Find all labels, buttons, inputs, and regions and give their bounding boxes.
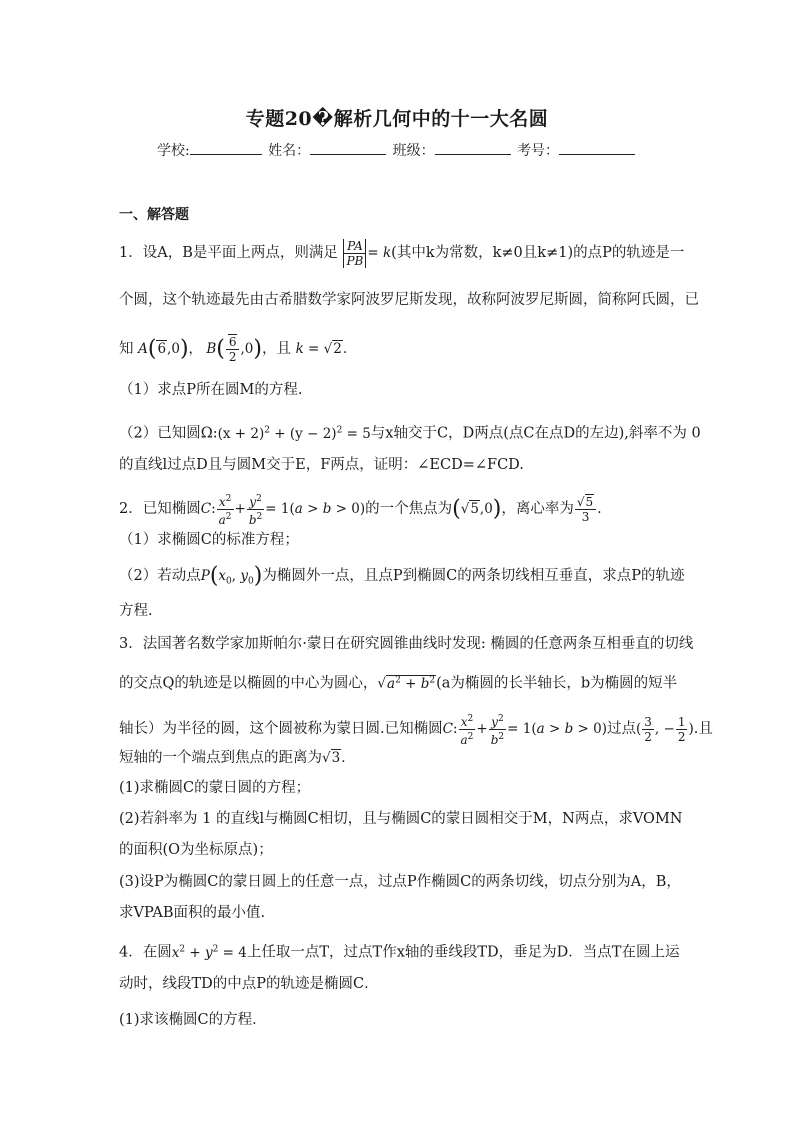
q3-line-1: 3．法国著名数学家加斯帕尔·蒙日在研究圆锥曲线时发现: 椭圆的任意两条互相垂直的切线 [119, 636, 694, 652]
q2-point-p: $P(x_0$, $y_0$) [200, 563, 263, 589]
school-blank[interactable] [190, 140, 262, 155]
q2-line-1: 2．已知椭圆C: $\frac{x^2}{a^2}$ + $\frac{y^2}{b^2}$ = 1(a > b > 0)的一个焦点为(√5,0)，离心率为 $\frac{√5}{3}$ . [119, 494, 602, 527]
q3-line-4: 短轴的一个端点到焦点的距离为√3. [119, 750, 346, 766]
q1-circle-omega: $(x + 2)^2 + (y - 2)^2 = 5$ [217, 425, 371, 442]
student-info-row [0, 140, 794, 160]
q3-point: ( $\frac{3}{2}$ , − $\frac{1}{2}$ ) [635, 715, 694, 744]
q3-distance: √3. [322, 750, 346, 766]
q3-ellipse-equation: C: $\frac{x^2}{a^2}$ + $\frac{y^2}{b^2}$ = 1(a > b > 0) [442, 714, 607, 747]
exam-no-blank[interactable] [559, 140, 635, 155]
q3-sub-2: (2)若斜率为 1 的直线l与椭圆C相切，且与椭圆C的蒙日圆相交于M，N两点，求VOMN [119, 811, 683, 827]
class-label: 班级： [392, 143, 435, 159]
name-label: 姓名： [268, 143, 311, 159]
q1-ratio-formula: $\frac{PA}{PB}$ = k [342, 245, 391, 261]
q2-sub-1: （1）求椭圆C的标准方程； [119, 532, 299, 548]
q1-point-a: A(6,0)， B( $\frac{6}{2}$ ,0) [138, 335, 262, 364]
q3-sub-3: (3)设P为椭圆C的蒙日圆上的任意一点，过点P作椭圆C的两条切线，切点分别为A，B， [119, 874, 681, 890]
q4-circle-equation: $x^2 + y^2 = 4$ [171, 944, 247, 961]
name-blank[interactable] [310, 140, 386, 155]
q1-line-1: 1．设A，B是平面上两点，则满足 $\frac{PA}{PB}$ = k(其中k为常数，k≠0且k≠1)的点P的轨迹是一 [119, 239, 685, 268]
q3-sub-1: (1)求椭圆C的蒙日圆的方程； [119, 780, 311, 796]
q4-line-2: 动时，线段TD的中点P的轨迹是椭圆C． [119, 976, 379, 992]
q2-ellipse-equation: C: $\frac{x^2}{a^2}$ + $\frac{y^2}{b^2}$ = 1(a > b > 0) [200, 494, 366, 527]
q3-sub-3-cont: 求VPAB面积的最小值. [119, 905, 266, 921]
q4-sub-1: (1)求该椭圆C的方程． [119, 1012, 267, 1028]
q1-line-3: 知 A(6,0)， B( $\frac{6}{2}$ ,0)，且 k = √2. [119, 335, 348, 364]
page-title: 专题20�解析几何中的十一大名圆 [245, 108, 549, 130]
q3-sub-2-cont: 的面积(O为坐标原点)； [119, 842, 273, 858]
q4-line-1: 4．在圆$x^2 + y^2 = 4$上任取一点T，过点T作x轴的垂线段TD，垂足为D．当点T在圆上运 [119, 944, 680, 961]
q3-line-2: 的交点Q的轨迹是以椭圆的中心为圆心，$√a^2 + b^2(a$为椭圆的长半轴长，b为椭圆的短半 [119, 675, 678, 692]
q2-sub-2: （2）若动点$P(x_0$, $y_0$)为椭圆外一点，且点P到椭圆C的两条切线相互垂直，求点P的轨迹 [119, 563, 685, 589]
q3-radius-formula: $√a^2 + b^2$ [377, 675, 436, 692]
q1-k-value: k = √2. [295, 341, 348, 357]
class-blank[interactable] [435, 140, 511, 155]
exam-no-label: 考号： [517, 143, 560, 159]
q3-line-3: 轴长）为半径的圆，这个圆被称为蒙日圆.已知椭圆C: $\frac{x^2}{a^2}$ + $\frac{y^2}{b^2}$ = 1(a > b > 0)过点( $\frac{3}{2}$ , − $\frac{1}{2}$ ).且 [119, 714, 713, 747]
q1-line-2: 个圆，这个轨迹最先由古希腊数学家阿波罗尼斯发现，故称阿波罗尼斯圆，简称阿氏圆，已 [119, 292, 699, 308]
q2-sub-2-cont: 方程. [119, 603, 153, 619]
school-label: 学校: [156, 143, 190, 159]
q2-eccentricity: $\frac{√5}{3}$ . [576, 495, 602, 524]
q1-sub-2-cont: 的直线l过点D且与圆M交于E，F两点，证明：∠ECD=∠FCD. [119, 457, 524, 473]
q2-focus: (√5,0) [452, 496, 502, 522]
section-heading: 一、解答题 [119, 207, 189, 223]
q1-sub-1: （1）求点P所在圆M的方程. [119, 382, 303, 398]
q1-sub-2: （2）已知圆Ω:(x + $2)^2 + (y - 2)^2 = 5$与x轴交于C，D两点(点C在点D的左边),斜率不为 0 [119, 425, 701, 442]
